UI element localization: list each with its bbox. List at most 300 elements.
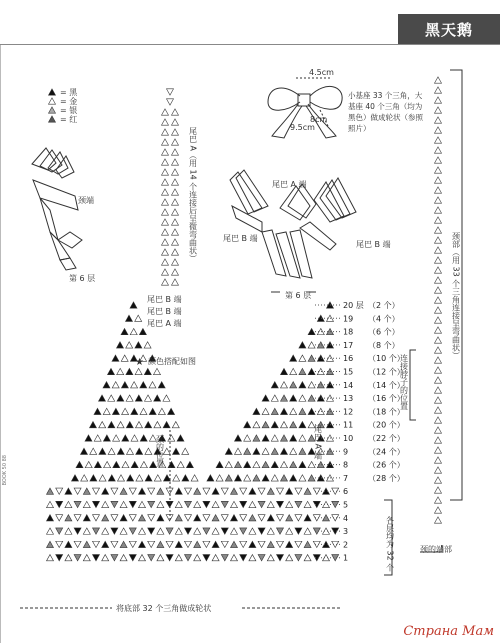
body-triangle xyxy=(262,408,269,414)
body-triangle xyxy=(126,422,133,428)
body-triangle xyxy=(56,501,63,507)
body-triangle xyxy=(186,461,193,467)
tail-a-triangle xyxy=(162,219,169,225)
page-title: 黑天鹅 xyxy=(398,14,500,45)
body-triangle xyxy=(240,501,247,507)
row-number: 1 xyxy=(343,553,349,563)
side-code: BOOK 50 88 xyxy=(2,455,8,486)
tail-a-triangle xyxy=(162,179,169,185)
body-triangle xyxy=(277,515,284,521)
body-triangle xyxy=(313,515,320,521)
neck-triangle xyxy=(435,207,442,213)
body-triangle xyxy=(332,528,339,534)
tail-a-triangle xyxy=(162,199,169,205)
body-triangle xyxy=(158,408,165,414)
body-triangle xyxy=(203,515,210,521)
body-triangle xyxy=(332,515,339,521)
body-triangle xyxy=(267,488,274,494)
body-triangle xyxy=(148,488,155,494)
body-triangle xyxy=(313,488,320,494)
neck-triangle xyxy=(435,507,442,513)
tail-a-triangle xyxy=(162,239,169,245)
row-count: （10 个） xyxy=(368,354,405,364)
tail-a-triangle xyxy=(172,249,179,255)
body-triangle xyxy=(286,528,293,534)
body-triangle xyxy=(104,461,111,467)
body-triangle xyxy=(102,541,109,547)
body-triangle xyxy=(102,555,109,561)
body-triangle xyxy=(262,448,269,454)
tail-a-triangle xyxy=(172,269,179,275)
watermark-logo: Страна Мам xyxy=(403,624,494,639)
tail-a-triangle xyxy=(162,189,169,195)
body-triangle xyxy=(121,355,128,361)
body-triangle xyxy=(113,461,120,467)
tail-a-triangle xyxy=(162,269,169,275)
body-triangle xyxy=(83,528,90,534)
row-count: （20 个） xyxy=(368,420,405,430)
body-triangle xyxy=(182,448,189,454)
tail-a-triangle xyxy=(172,179,179,185)
body-triangle xyxy=(131,382,138,388)
body-triangle xyxy=(290,448,297,454)
body-triangle xyxy=(148,528,155,534)
row-number: 20 层 xyxy=(343,301,364,310)
body-triangle xyxy=(290,461,297,467)
neck-triangle xyxy=(435,97,442,103)
body-triangle xyxy=(111,555,118,561)
body-triangle xyxy=(271,422,278,428)
tail-a-tip-label: 尾巴 A 端 xyxy=(147,319,182,328)
neck-triangle xyxy=(435,257,442,263)
body-triangle xyxy=(129,555,136,561)
body-triangle xyxy=(253,435,260,441)
body-triangle xyxy=(135,315,142,321)
body-triangle xyxy=(231,501,238,507)
body-triangle xyxy=(323,488,330,494)
body-triangle xyxy=(83,501,90,507)
body-triangle xyxy=(308,355,315,361)
body-triangle xyxy=(175,515,182,521)
body-triangle xyxy=(168,408,175,414)
tail-a-triangle xyxy=(172,259,179,265)
body-triangle xyxy=(166,555,173,561)
body-triangle xyxy=(258,501,265,507)
body-triangle xyxy=(299,475,306,481)
body-triangle xyxy=(216,461,223,467)
body-triangle xyxy=(65,555,72,561)
body-triangle xyxy=(83,555,90,561)
bow-base-note: 小基座 33 个三角，大基座 40 个三角（均为黑色）做成轮状（参照照片） xyxy=(348,91,423,133)
neck-triangle xyxy=(435,487,442,493)
body-triangle xyxy=(304,488,311,494)
body-triangle xyxy=(154,422,161,428)
body-triangle xyxy=(323,528,330,534)
body-triangle xyxy=(308,368,315,374)
legend-swatch-icon xyxy=(49,107,56,113)
body-triangle xyxy=(299,435,306,441)
tail-end-b-label: 尾巴 B 端 xyxy=(223,234,258,243)
body-triangle xyxy=(182,475,189,481)
row-number: 5 xyxy=(343,500,349,510)
body-triangle xyxy=(93,541,100,547)
body-triangle xyxy=(126,368,133,374)
body-triangle xyxy=(120,528,127,534)
body-triangle xyxy=(267,555,274,561)
body-triangle xyxy=(131,408,138,414)
body-triangle xyxy=(290,382,297,388)
neck-triangle xyxy=(435,407,442,413)
body-triangle xyxy=(127,448,134,454)
body-triangle xyxy=(175,528,182,534)
body-triangle xyxy=(299,368,306,374)
body-triangle xyxy=(253,461,260,467)
body-triangle xyxy=(83,488,90,494)
body-triangle xyxy=(262,435,269,441)
body-triangle xyxy=(244,448,251,454)
neck-column xyxy=(435,77,442,523)
body-triangle xyxy=(175,541,182,547)
body-triangle xyxy=(240,528,247,534)
neck-triangle xyxy=(435,187,442,193)
body-triangle xyxy=(323,501,330,507)
neck-tip-label: 颈端 xyxy=(78,196,94,205)
body-triangle xyxy=(308,461,315,467)
row-count: （6 个） xyxy=(368,327,400,337)
neck-triangle xyxy=(435,317,442,323)
neck-triangle xyxy=(435,87,442,93)
neck-triangle xyxy=(435,237,442,243)
tail-end-a-label: 尾巴 A 端 xyxy=(272,180,307,189)
body-triangle xyxy=(253,448,260,454)
body-triangle xyxy=(74,541,81,547)
body-triangle xyxy=(129,541,136,547)
body-triangle xyxy=(90,422,97,428)
body-triangle xyxy=(47,515,54,521)
body-triangle xyxy=(154,368,161,374)
body-triangle xyxy=(157,555,164,561)
dim-8-label: 8cm xyxy=(310,115,328,124)
body-triangle xyxy=(295,541,302,547)
body-triangle xyxy=(290,408,297,414)
tail-a-triangle xyxy=(162,229,169,235)
body-triangle xyxy=(136,475,143,481)
body-triangle xyxy=(120,555,127,561)
body-triangle xyxy=(258,488,265,494)
row-count: （14 个） xyxy=(368,380,405,390)
body-triangle xyxy=(65,515,72,521)
row-number: 17 xyxy=(343,340,354,350)
body-triangle xyxy=(185,555,192,561)
body-triangle xyxy=(121,382,128,388)
body-triangle xyxy=(112,355,119,361)
body-triangle xyxy=(118,475,125,481)
neck-triangle xyxy=(435,377,442,383)
row-count: （16 个） xyxy=(368,394,405,404)
body-triangle xyxy=(130,302,137,308)
neck-triangle xyxy=(435,117,442,123)
layer6-left-label: 第 6 层 xyxy=(69,274,96,283)
body-triangle xyxy=(113,435,120,441)
body-triangle xyxy=(308,382,315,388)
dim-95-label: 9.5cm xyxy=(290,123,315,132)
body-triangle xyxy=(130,328,137,334)
body-triangle xyxy=(240,515,247,521)
tail-a-triangle xyxy=(162,169,169,175)
color-ref-label: 颜色搭配如图 xyxy=(148,357,196,366)
tail-a-triangle xyxy=(162,149,169,155)
body-triangle xyxy=(108,395,115,401)
legend-label: = 金 xyxy=(60,97,78,106)
body-triangle xyxy=(163,395,170,401)
row-count: （18 个） xyxy=(368,407,405,417)
body-triangle xyxy=(166,528,173,534)
row-number: 3 xyxy=(343,527,349,537)
tail-a-triangle xyxy=(162,109,169,115)
tail-a-triangle xyxy=(172,129,179,135)
body-triangle xyxy=(244,475,251,481)
neck-triangle xyxy=(435,477,442,483)
body-triangle xyxy=(304,555,311,561)
body-triangle xyxy=(225,448,232,454)
body-triangle xyxy=(157,528,164,534)
body-triangle xyxy=(231,528,238,534)
body-triangle xyxy=(313,501,320,507)
body-triangle xyxy=(313,528,320,534)
body-triangle xyxy=(281,395,288,401)
tail-b-tip-label-2: 尾巴 B 端 xyxy=(147,307,182,316)
body-triangle xyxy=(286,515,293,521)
dim-45-label: 4.5cm xyxy=(309,68,334,77)
body-triangle xyxy=(111,528,118,534)
body-triangle xyxy=(185,488,192,494)
layer6-mid-label: 第 6 层 xyxy=(285,291,312,300)
body-triangle xyxy=(221,555,228,561)
row-number: 7 xyxy=(343,473,349,483)
neck-triangle xyxy=(435,447,442,453)
body-triangle xyxy=(135,342,142,348)
body-triangle xyxy=(281,475,288,481)
body-triangle xyxy=(304,515,311,521)
body-triangle xyxy=(103,435,110,441)
body-triangle xyxy=(74,515,81,521)
body-triangle xyxy=(112,408,119,414)
star-icon: ★ xyxy=(135,357,144,368)
body-triangle xyxy=(249,515,256,521)
body-triangle xyxy=(225,475,232,481)
neck-triangle xyxy=(435,287,442,293)
body-triangle xyxy=(99,448,106,454)
body-triangle xyxy=(74,488,81,494)
body-triangle xyxy=(157,541,164,547)
neck-triangle xyxy=(435,457,442,463)
connect-position-label: 连接脖子的位置 xyxy=(399,354,409,410)
body-triangle xyxy=(313,541,320,547)
body-triangle xyxy=(154,475,161,481)
body-triangle xyxy=(47,555,54,561)
body-triangle xyxy=(103,382,110,388)
body-triangle xyxy=(112,382,119,388)
body-triangle xyxy=(166,541,173,547)
tail-a-triangle xyxy=(162,279,169,285)
body-triangle xyxy=(117,342,124,348)
body-triangle xyxy=(65,541,72,547)
neck-triangle xyxy=(435,427,442,433)
tail-a-triangle xyxy=(172,159,179,165)
legend-label: = 红 xyxy=(60,115,78,124)
tail-a-triangle xyxy=(167,89,174,95)
body-triangle xyxy=(135,395,142,401)
tail-a-triangle xyxy=(162,209,169,215)
body-triangle xyxy=(281,368,288,374)
tail-a-triangle xyxy=(162,119,169,125)
body-triangle xyxy=(185,515,192,521)
body-triangle xyxy=(149,408,156,414)
body-triangle xyxy=(323,555,330,561)
body-triangle xyxy=(72,475,79,481)
tail-a-triangle xyxy=(172,189,179,195)
body-pyramid xyxy=(47,302,339,561)
body-triangle xyxy=(140,435,147,441)
neck-triangle xyxy=(435,327,442,333)
body-triangle xyxy=(157,501,164,507)
body-triangle xyxy=(277,501,284,507)
body-triangle xyxy=(221,541,228,547)
body-triangle xyxy=(122,435,129,441)
body-triangle xyxy=(126,342,133,348)
row-number: 18 xyxy=(343,327,354,337)
each-layer-label: 各层均为 32 个 xyxy=(385,516,395,572)
body-triangle xyxy=(221,528,228,534)
tail-a-column xyxy=(162,89,179,285)
row-count: （12 个） xyxy=(368,367,405,377)
body-triangle xyxy=(235,435,242,441)
body-triangle xyxy=(194,528,201,534)
body-triangle xyxy=(281,435,288,441)
body-triangle xyxy=(286,488,293,494)
tail-a-triangle xyxy=(162,129,169,135)
body-triangle xyxy=(277,528,284,534)
neck-triangle xyxy=(435,167,442,173)
body-triangle xyxy=(249,555,256,561)
neck-triangle xyxy=(435,267,442,273)
body-triangle xyxy=(231,555,238,561)
body-triangle xyxy=(83,515,90,521)
body-triangle xyxy=(249,541,256,547)
neck-triangle xyxy=(435,337,442,343)
body-triangle xyxy=(231,541,238,547)
body-triangle xyxy=(194,541,201,547)
neck-triangle xyxy=(435,297,442,303)
row-number: 9 xyxy=(343,447,349,457)
body-triangle xyxy=(286,555,293,561)
body-triangle xyxy=(93,528,100,534)
body-triangle xyxy=(56,528,63,534)
body-triangle xyxy=(281,461,288,467)
body-triangle xyxy=(93,488,100,494)
body-triangle xyxy=(191,475,198,481)
body-triangle xyxy=(299,422,306,428)
tail-a-triangle xyxy=(172,229,179,235)
body-triangle xyxy=(253,408,260,414)
body-triangle xyxy=(304,541,311,547)
legend-label: = 黑 xyxy=(60,88,78,97)
body-triangle xyxy=(221,515,228,521)
body-triangle xyxy=(295,528,302,534)
row-number: 2 xyxy=(343,540,349,550)
neck-triangle xyxy=(435,467,442,473)
body-triangle xyxy=(323,541,330,547)
body-triangle xyxy=(65,501,72,507)
body-triangle xyxy=(120,501,127,507)
body-triangle xyxy=(212,501,219,507)
body-triangle xyxy=(240,555,247,561)
body-triangle xyxy=(253,475,260,481)
tail-a-triangle xyxy=(172,169,179,175)
body-triangle xyxy=(56,541,63,547)
body-triangle xyxy=(172,422,179,428)
body-triangle xyxy=(177,435,184,441)
body-triangle xyxy=(117,395,124,401)
body-triangle xyxy=(290,422,297,428)
neck-triangle xyxy=(435,277,442,283)
neck-triangle xyxy=(435,347,442,353)
neck-triangle xyxy=(435,137,442,143)
body-triangle xyxy=(332,501,339,507)
row-number: 8 xyxy=(343,460,349,470)
tail-a-triangle xyxy=(162,259,169,265)
body-triangle xyxy=(203,501,210,507)
body-triangle xyxy=(102,528,109,534)
body-triangle xyxy=(108,422,115,428)
body-triangle xyxy=(140,461,147,467)
body-triangle xyxy=(168,461,175,467)
body-triangle xyxy=(304,528,311,534)
body-triangle xyxy=(93,515,100,521)
body-triangle xyxy=(244,461,251,467)
body-triangle xyxy=(175,555,182,561)
body-triangle xyxy=(281,448,288,454)
body-triangle xyxy=(299,408,306,414)
body-triangle xyxy=(277,555,284,561)
body-triangle xyxy=(158,382,165,388)
body-triangle xyxy=(140,382,147,388)
body-triangle xyxy=(299,461,306,467)
neck-end-label: 颈的端部 xyxy=(420,545,452,554)
body-triangle xyxy=(235,461,242,467)
body-triangle xyxy=(258,515,265,521)
body-triangle xyxy=(129,488,136,494)
body-triangle xyxy=(136,422,143,428)
body-triangle xyxy=(140,408,147,414)
body-triangle xyxy=(290,435,297,441)
body-triangle xyxy=(267,515,274,521)
neck-triangle xyxy=(435,417,442,423)
body-triangle xyxy=(108,475,115,481)
body-triangle xyxy=(103,408,110,414)
body-triangle xyxy=(56,555,63,561)
bottom-note: 将底部 32 个三角做成轮状 xyxy=(116,604,212,613)
row-count: （22 个） xyxy=(368,434,405,443)
body-triangle xyxy=(271,395,278,401)
neck-triangle xyxy=(435,247,442,253)
body-triangle xyxy=(299,342,306,348)
body-triangle xyxy=(90,448,97,454)
body-triangle xyxy=(286,501,293,507)
body-triangle xyxy=(108,448,115,454)
body-triangle xyxy=(175,488,182,494)
body-triangle xyxy=(144,342,151,348)
